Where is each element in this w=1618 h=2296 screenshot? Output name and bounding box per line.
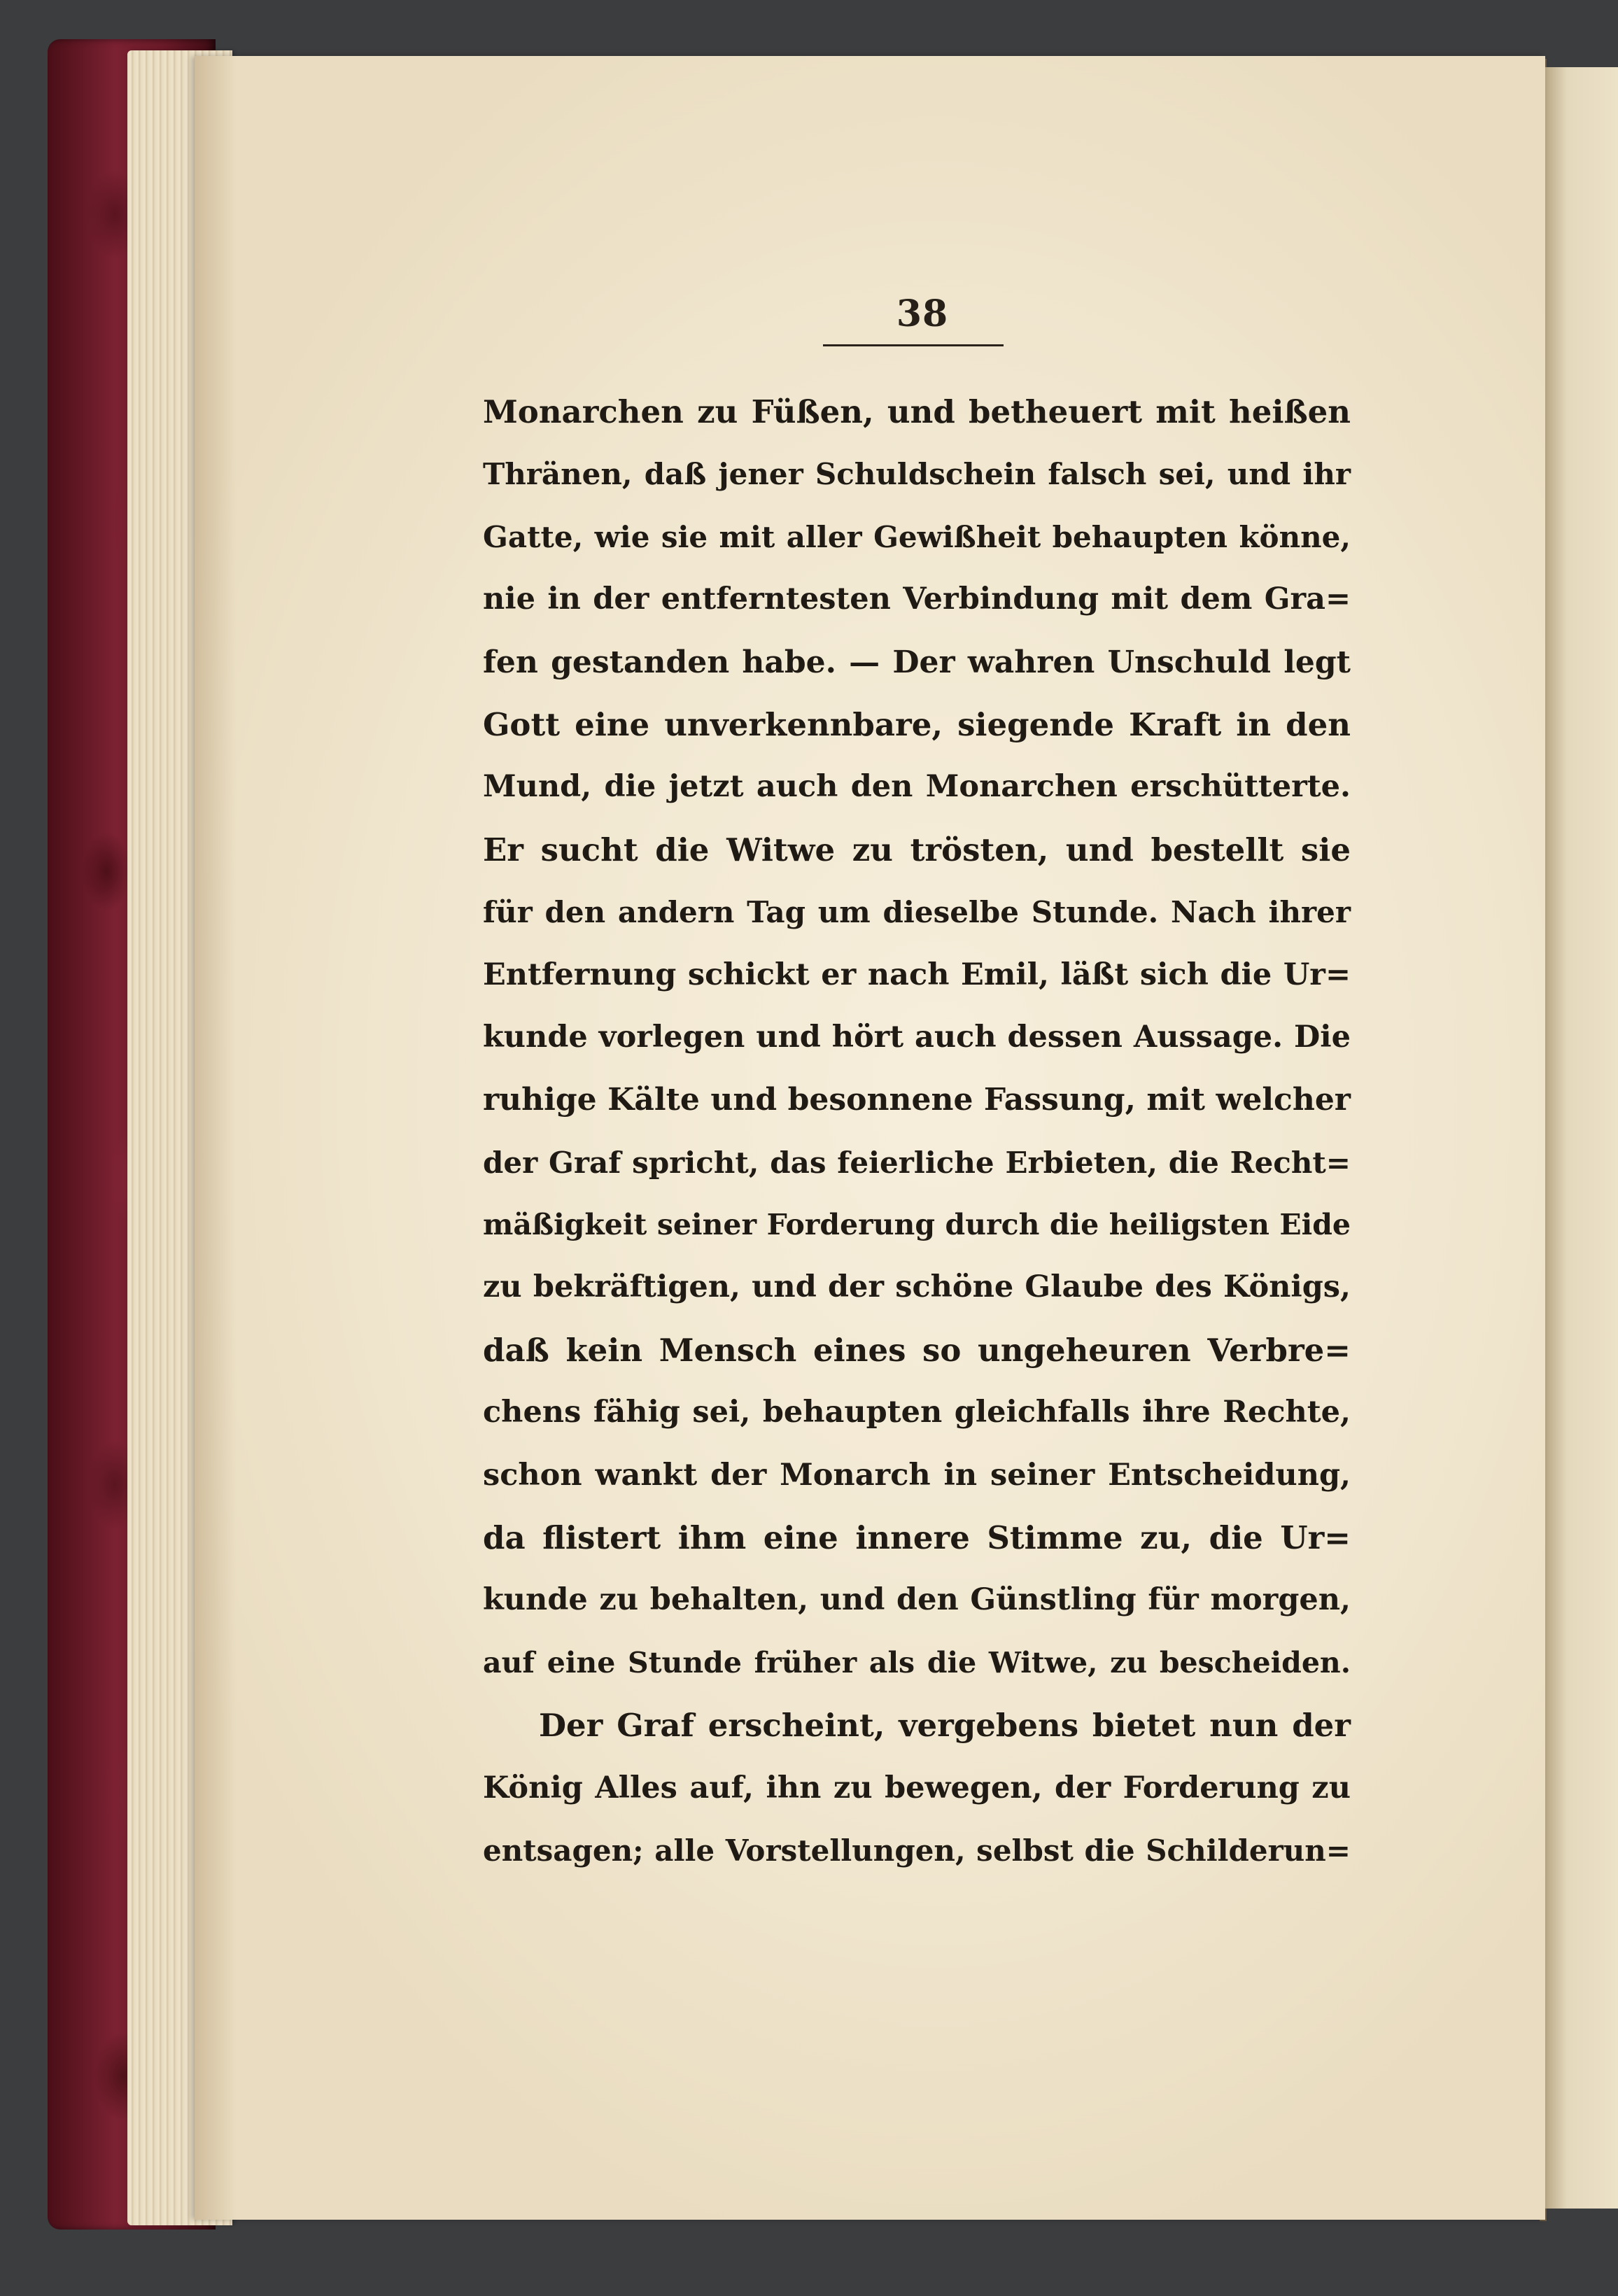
text-line: entsagen; alle Vorstellungen, selbst die Schilderun=: [483, 1833, 1351, 1868]
text-line: Gatte, wie sie mit aller Gewißheit behaupten könne,: [483, 519, 1351, 554]
text-line: Thränen, daß jener Schuldschein falsch sei, und ihr: [483, 457, 1351, 492]
text-line: kunde zu behalten, und den Günstling für morgen,: [483, 1582, 1351, 1618]
text-line: mäßigkeit seiner Forderung durch die heiligsten Eide: [483, 1208, 1351, 1242]
text-line: für den andern Tag um dieselbe Stunde. Nach ihrer: [483, 895, 1351, 930]
text-line: auf eine Stunde früher als die Witwe, zu bescheiden.: [483, 1645, 1351, 1679]
body-text: [483, 381, 1351, 1882]
text-line: schon wankt der Monarch in seiner Entscheidung,: [483, 1457, 1351, 1493]
text-line: der Graf spricht, das feierliche Erbieten, die Recht=: [483, 1145, 1351, 1180]
text-line: fen gestanden habe. — Der wahren Unschuld legt: [483, 644, 1351, 680]
page-number-rule: [823, 344, 1004, 346]
text-line: Mund, die jetzt auch den Monarchen erschütterte.: [483, 769, 1351, 805]
page-number: 38: [896, 293, 949, 335]
text-line: kunde vorlegen und hört auch dessen Aussage. Die: [483, 1019, 1351, 1055]
text-line: König Alles auf, ihn zu bewegen, der Forderung zu: [483, 1770, 1351, 1805]
text-line: chens fähig sei, behaupten gleichfalls ihre Rechte,: [483, 1395, 1351, 1430]
text-line: Monarchen zu Füßen, und betheuert mit heißen: [483, 393, 1351, 430]
text-line: da flistert ihm eine innere Stimme zu, die Ur=: [483, 1519, 1351, 1557]
text-line: ruhige Kälte und besonnene Fassung, mit welcher: [483, 1082, 1351, 1118]
gutter-shadow: [195, 56, 237, 2220]
text-line: Er sucht die Witwe zu trösten, und bestellt sie: [483, 831, 1351, 868]
next-page: [1545, 67, 1618, 2209]
text-line: Gott eine unverkennbare, siegende Kraft in den: [483, 705, 1351, 743]
text-line: nie in der entferntesten Verbindung mit dem Gra=: [483, 582, 1351, 617]
text-line: Der Graf erscheint, vergebens bietet nun der: [539, 1707, 1351, 1745]
text-line: Entfernung schickt er nach Emil, läßt sich die Ur=: [483, 957, 1351, 992]
text-line: zu bekräftigen, und der schöne Glaube des Königs,: [483, 1269, 1351, 1305]
text-line: daß kein Mensch eines so ungeheuren Verbre=: [483, 1331, 1351, 1369]
